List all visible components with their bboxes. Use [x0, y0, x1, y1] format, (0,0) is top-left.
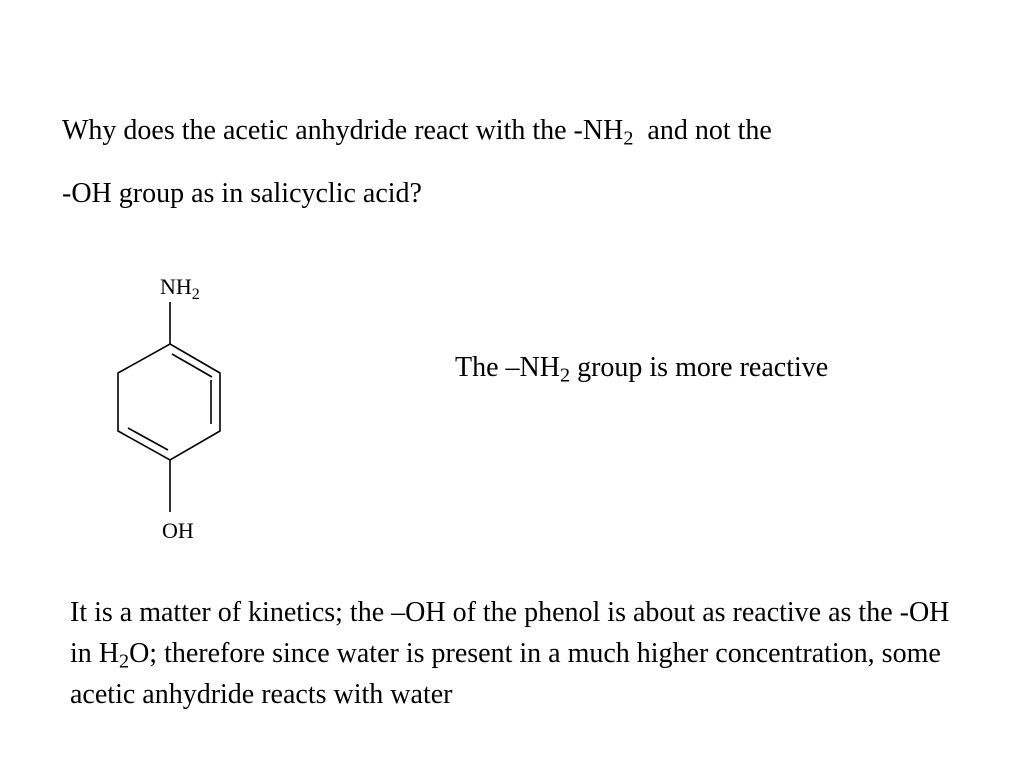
question-text-part2: and not the [633, 115, 772, 146]
answer-text-part1: The –NH [455, 352, 560, 383]
oh-label: OH [162, 518, 194, 543]
nh2-label-sub: 2 [191, 286, 200, 303]
ring-double-bond-bottom [128, 428, 168, 450]
explanation-paragraph [70, 592, 950, 715]
nh2-label [160, 274, 200, 303]
question-line-1 [62, 115, 772, 150]
explanation-text-part2: O; therefore since water is present in a much higher concentration, some acetic anhydride reacts with water [70, 638, 941, 710]
nh2-label-text: NH [160, 274, 192, 299]
explanation-text-part1: It is a matter of kinetics; the –OH of the phenol is about as reactive as the -OH in H [70, 597, 950, 669]
explanation-subscript: 2 [119, 650, 130, 673]
aminophenol-structure [100, 268, 250, 548]
question-text-part1: Why does the acetic anhydride react with the -NH [62, 115, 624, 146]
question-subscript: 2 [623, 127, 634, 150]
answer-text-part2: group is more reactive [570, 352, 829, 383]
question-line-2: -OH group as in salicyclic acid? [62, 178, 422, 209]
benzene-ring [118, 302, 220, 512]
answer-statement [455, 352, 829, 387]
ring-outline [118, 344, 220, 460]
answer-subscript: 2 [559, 364, 571, 387]
